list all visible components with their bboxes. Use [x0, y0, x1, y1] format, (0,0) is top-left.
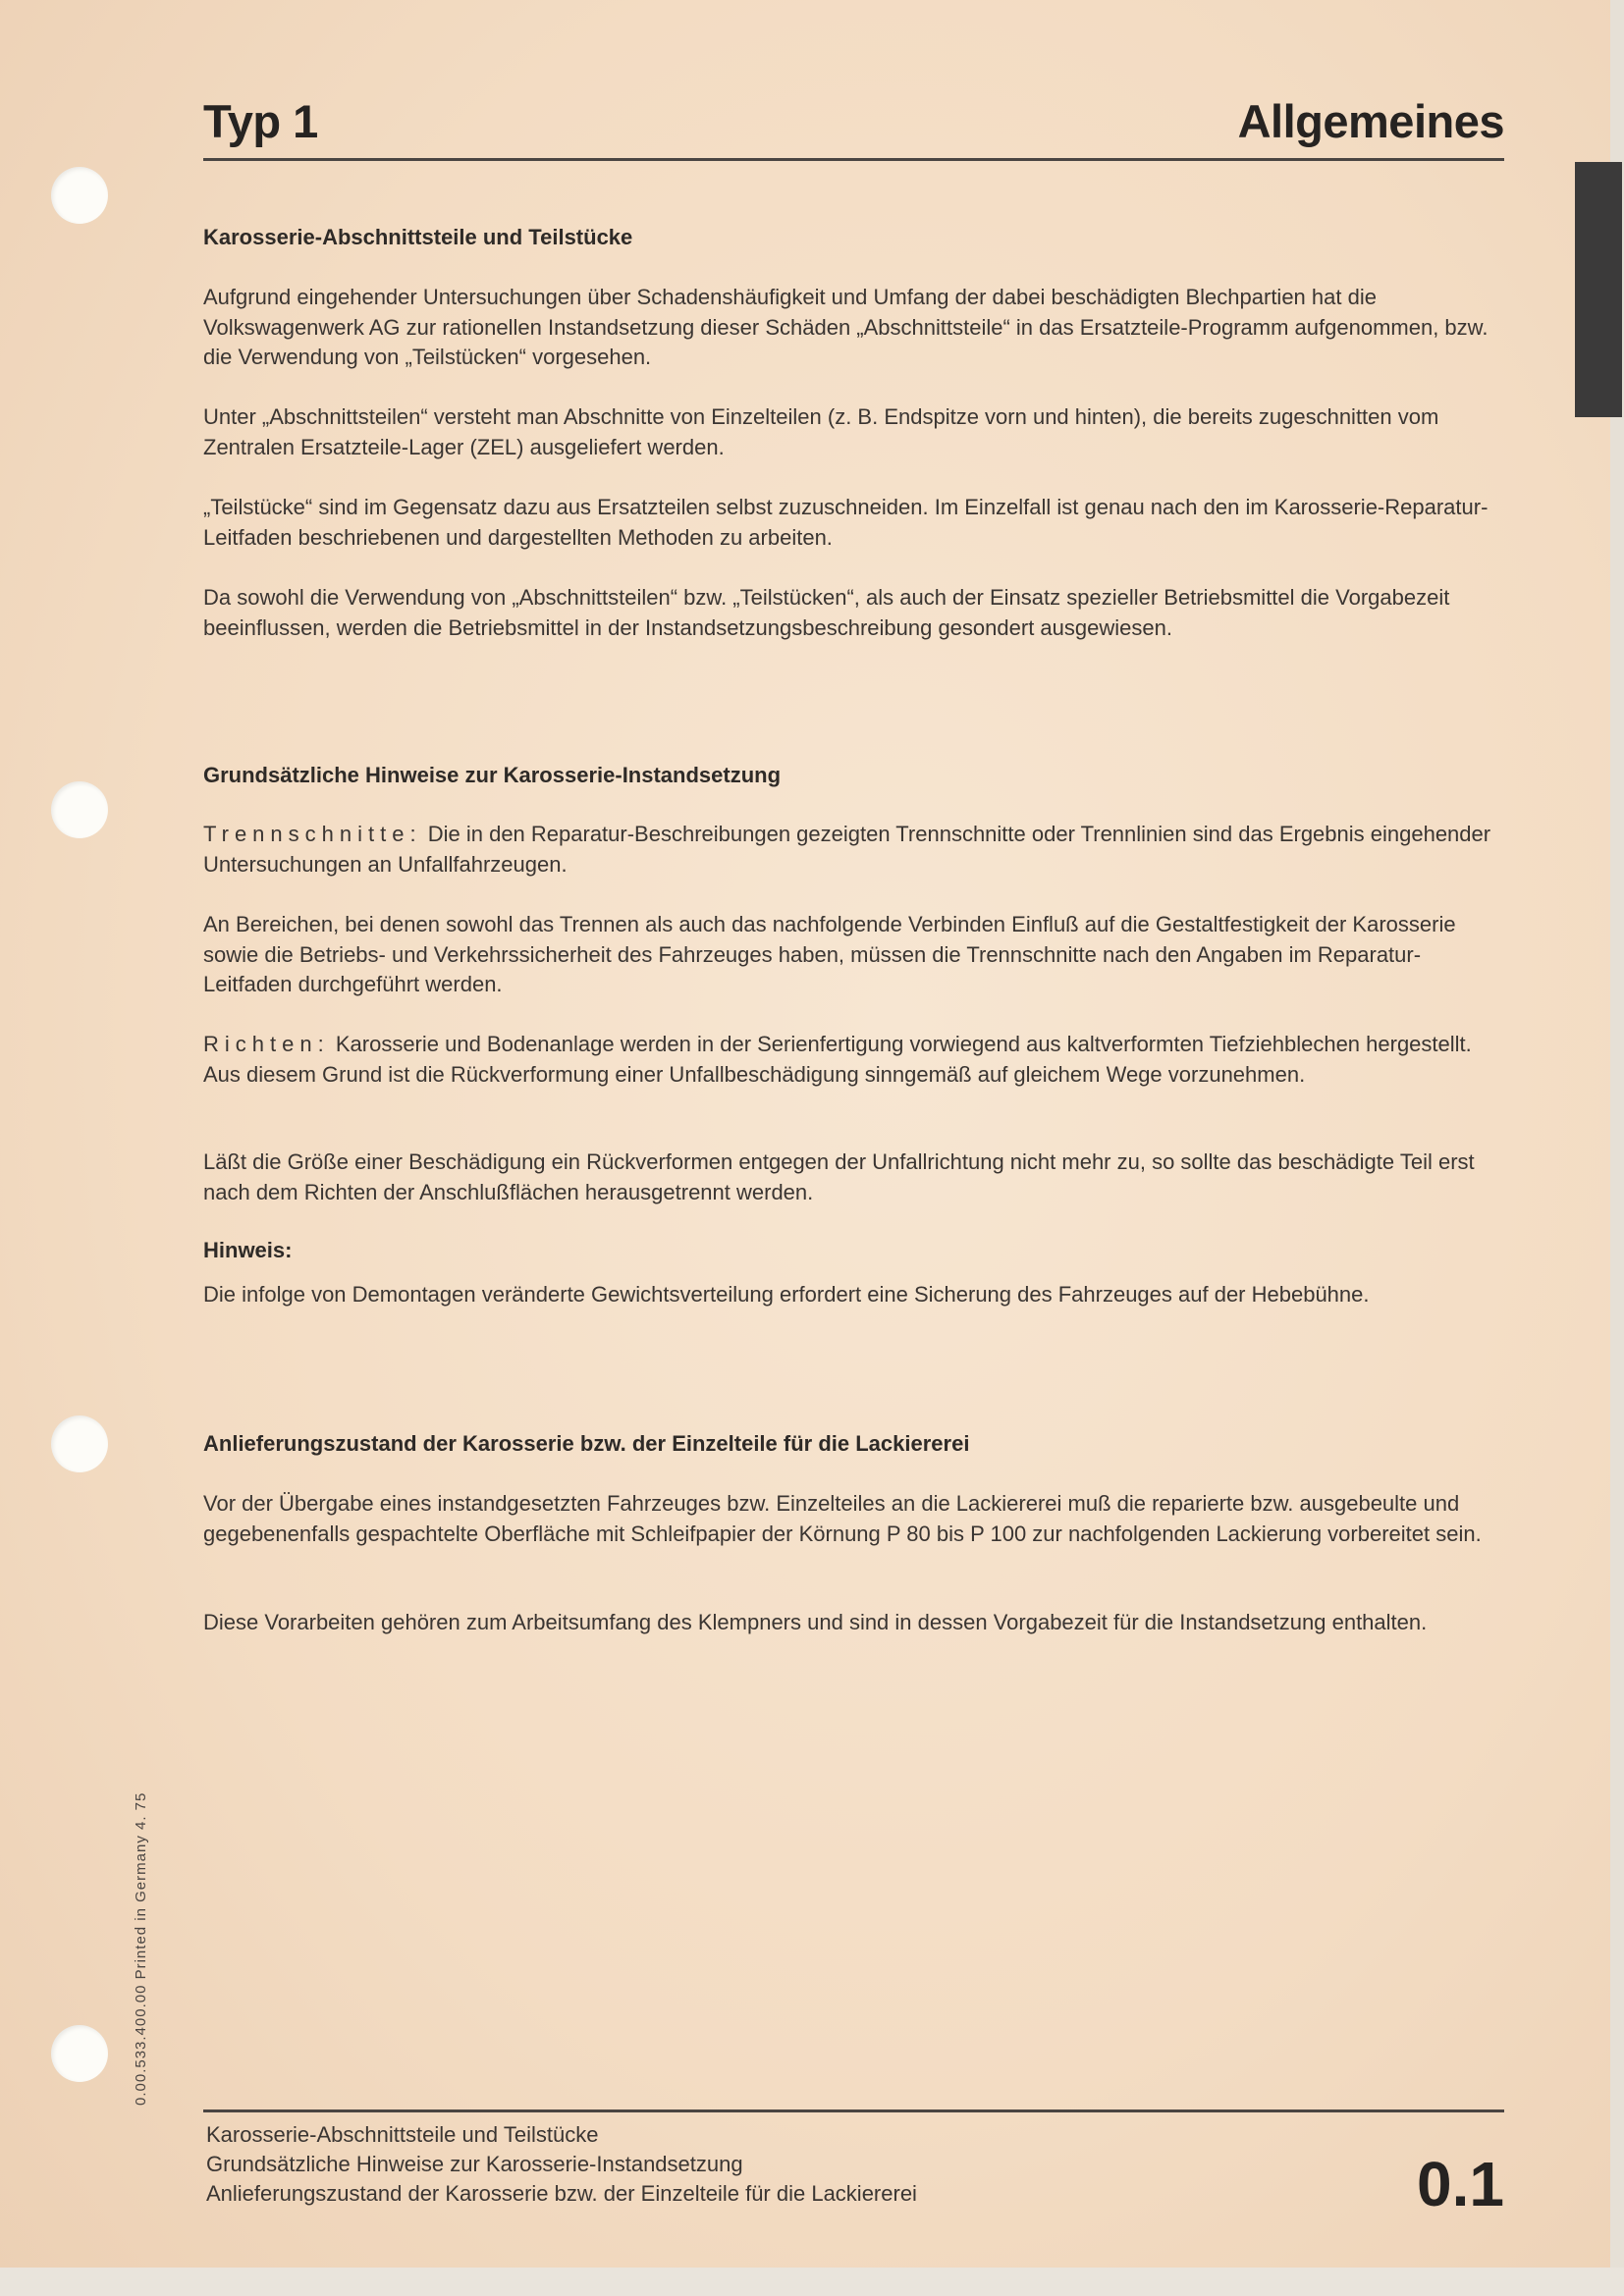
section-heading: Grundsätzliche Hinweise zur Karosserie-Instandsetzung	[203, 763, 782, 787]
footer-contents	[206, 2120, 917, 2209]
footer-line: Karosserie-Abschnittsteile und Teilstücke	[206, 2122, 599, 2147]
paragraph: Aufgrund eingehender Untersuchungen über Schadenshäufigkeit und Umfang der dabei beschädigten Blechpartien hat die Volkswagenwerk AG zur rationellen Instandsetzung dieser Schäden „Abschnittsteile“ in das Ersatzteile-Programm aufgenommen, bzw. die Verwendung von „Teilstücken“ vorgesehen.	[203, 285, 1489, 369]
paragraph: An Bereichen, bei denen sowohl das Trennen als auch das nachfolgende Verbinden Einfluß auf die Gestaltfestigkeit der Karosserie sowie die Betriebs- und Verkehrssicherheit des Fahrzeuges haben, müssen die Trennschnitte nach den Angaben im Reparatur-Leitfaden durchgeführt werden.	[203, 912, 1456, 996]
paragraph: Die infolge von Demontagen veränderte Gewichtsverteilung erfordert eine Sicherung des Fahrzeuges auf der Hebebühne.	[203, 1282, 1370, 1307]
term-label: Trennschnitte:	[203, 822, 422, 846]
paragraph-text: Die in den Reparatur-Beschreibungen gezeigten Trennschnitte oder Trennlinien sind das Ergebnis eingehender Untersuchungen an Unfallfahrzeugen.	[203, 822, 1491, 877]
punch-hole	[51, 781, 108, 838]
paragraph-text: Karosserie und Bodenanlage werden in der Serienfertigung vorwiegend aus kaltverformten Tiefziehblechen hergestellt. Aus diesem Grund ist die Rückverformung einer Unfallbeschädigung sinngemäß auf gleichem Wege vorzunehmen.	[203, 1032, 1472, 1087]
page-edge-bottom	[0, 2268, 1624, 2296]
page-number: 0.1	[1417, 2149, 1504, 2219]
paragraph: Diese Vorarbeiten gehören zum Arbeitsumfang des Klempners und sind in dessen Vorgabezeit für die Instandsetzung enthalten.	[203, 1610, 1428, 1634]
note-label: Hinweis:	[203, 1238, 293, 1262]
paragraph: Da sowohl die Verwendung von „Abschnittsteilen“ bzw. „Teilstücken“, als auch der Einsatz spezieller Betriebsmittel die Vorgabezeit beeinflussen, werden die Betriebsmittel in der Instandsetzungsbeschreibung gesondert ausgewiesen.	[203, 585, 1450, 640]
print-code: 0.00.533.400.00 Printed in Germany 4. 75	[133, 1791, 149, 2106]
paragraph: „Teilstücke“ sind im Gegensatz dazu aus Ersatzteilen selbst zuzuschneiden. Im Einzelfall ist genau nach den im Karosserie-Reparatur-Leitfaden beschriebenen und dargestellten Methoden zu arbeiten.	[203, 495, 1489, 550]
paragraph: Vor der Übergabe eines instandgesetzten Fahrzeuges bzw. Einzelteiles an die Lackiererei muß die reparierte bzw. ausgebeulte und gegebenenfalls gespachtelte Oberfläche mit Schleifpapier der Körnung P 80 bis P 100 zur nachfolgenden Lackierung vorbereitet sein.	[203, 1491, 1482, 1546]
section-heading: Karosserie-Abschnittsteile und Teilstücke	[203, 225, 633, 249]
section-heading: Anlieferungszustand der Karosserie bzw. der Einzelteile für die Lackiererei	[203, 1431, 970, 1456]
paragraph	[203, 1030, 1509, 1090]
paragraph: Läßt die Größe einer Beschädigung ein Rückverformen entgegen der Unfallrichtung nicht mehr zu, so sollte das beschädigte Teil erst nach dem Richten der Anschlußflächen herausgetrennt werden.	[203, 1149, 1475, 1204]
paragraph	[203, 820, 1509, 880]
header-section: Allgemeines	[1237, 95, 1504, 147]
term-label: Richten:	[203, 1032, 330, 1056]
paragraph: Unter „Abschnittsteilen“ versteht man Abschnitte von Einzelteilen (z. B. Endspitze vorn und hinten), die bereits zugeschnitten vom Zentralen Ersatzteile-Lager (ZEL) ausgeliefert werden.	[203, 404, 1439, 459]
punch-hole	[51, 2025, 108, 2082]
header-model: Typ 1	[203, 95, 318, 147]
punch-hole	[51, 1415, 108, 1472]
punch-hole	[51, 167, 108, 224]
section-tab-marker	[1575, 162, 1622, 417]
footer-rule	[203, 2109, 1504, 2112]
footer-line: Grundsätzliche Hinweise zur Karosserie-Instandsetzung	[206, 2152, 743, 2176]
footer-line: Anlieferungszustand der Karosserie bzw. der Einzelteile für die Lackiererei	[206, 2181, 917, 2206]
header-rule	[203, 158, 1504, 161]
